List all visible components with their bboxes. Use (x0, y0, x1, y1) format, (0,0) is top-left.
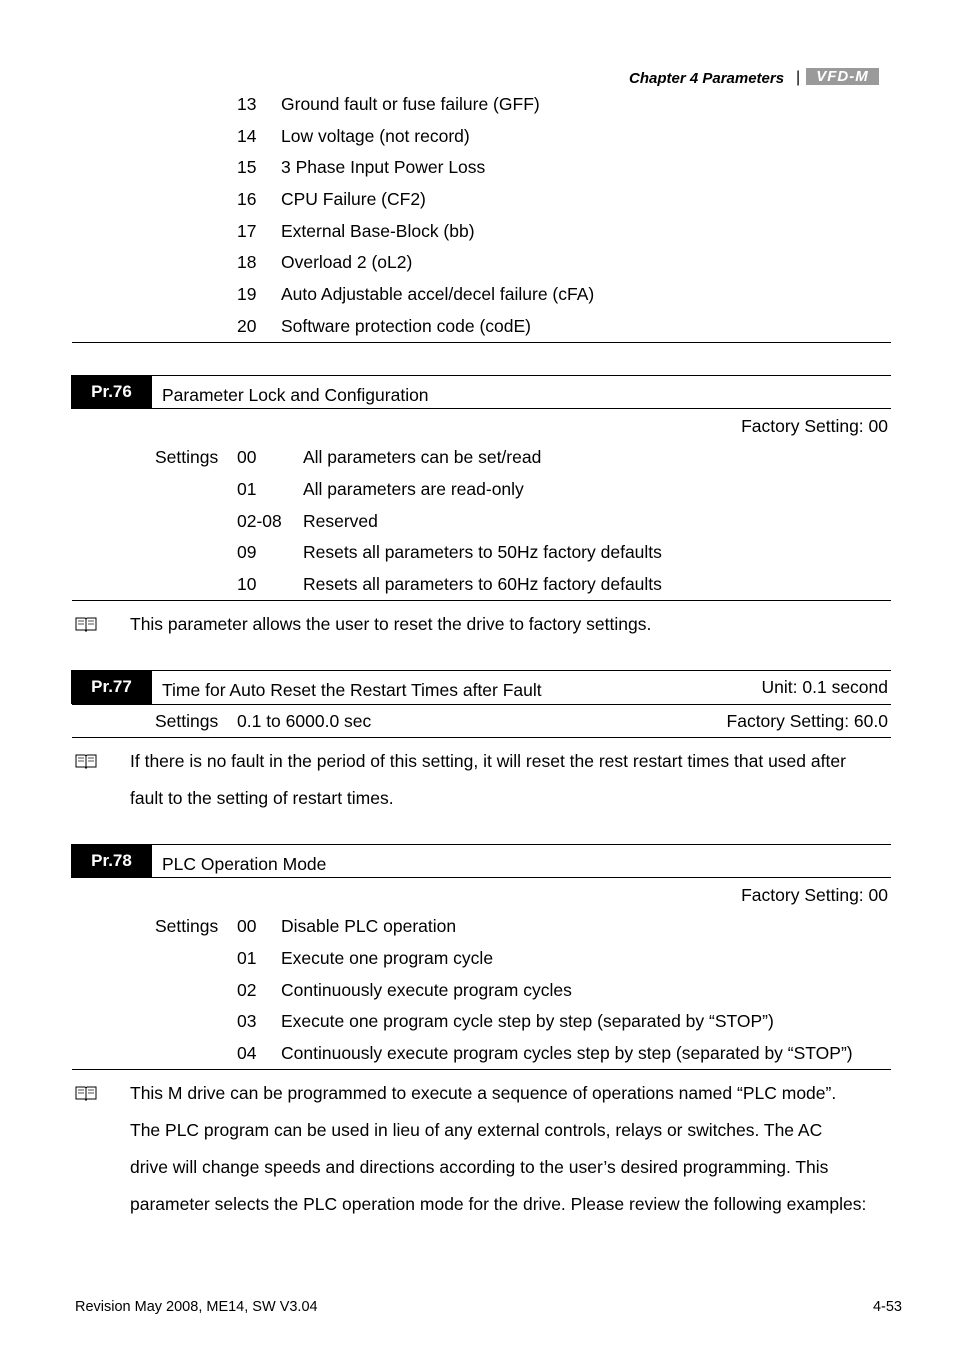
book-icon (75, 1085, 97, 1101)
setting-code: 04 (237, 1043, 257, 1063)
divider (72, 704, 891, 705)
setting-text: Execute one program cycle (281, 948, 494, 968)
fault-text: Overload 2 (oL2) (281, 252, 413, 272)
divider (72, 408, 891, 409)
book-icon (75, 753, 97, 769)
fault-text: CPU Failure (CF2) (281, 189, 426, 209)
settings-label: Settings (155, 447, 219, 467)
note-text: drive will change speeds and directions according to the user’s desired programming. This (130, 1157, 829, 1177)
divider (152, 375, 891, 376)
setting-text: Continuously execute program cycles (281, 980, 572, 1000)
chapter-title: Chapter 4 Parameters (629, 70, 785, 87)
fault-code: 15 (237, 157, 257, 177)
param-badge-pr78: Pr.78 (71, 844, 152, 878)
divider (72, 1069, 891, 1070)
settings-label: Settings (155, 916, 219, 936)
note-text: fault to the setting of restart times. (130, 788, 394, 808)
page-number: 4-53 (872, 1299, 902, 1315)
setting-code: 00 (237, 447, 257, 467)
setting-text: Disable PLC operation (281, 916, 457, 936)
note-text: This parameter allows the user to reset the drive to factory settings. (130, 614, 652, 634)
factory-setting: Factory Setting: 00 (741, 885, 888, 905)
fault-text: Auto Adjustable accel/decel failure (cFA) (281, 284, 595, 304)
fault-code: 18 (237, 252, 257, 272)
setting-text: All parameters are read-only (303, 479, 524, 499)
fault-text: External Base-Block (bb) (281, 221, 475, 241)
setting-text: Reserved (303, 511, 378, 531)
setting-code: 03 (237, 1011, 257, 1031)
brand-logo: VFD-M (806, 68, 879, 85)
divider (152, 670, 891, 671)
setting-code: 02 (237, 980, 257, 1000)
setting-code: 01 (237, 479, 257, 499)
setting-code: 10 (237, 574, 257, 594)
param-title-pr78: PLC Operation Mode (162, 854, 327, 874)
book-icon (75, 616, 97, 632)
divider (72, 877, 891, 878)
fault-code: 20 (237, 316, 257, 336)
note-text: If there is no fault in the period of this setting, it will reset the rest restart times that used after (130, 751, 846, 771)
fault-text: Low voltage (not record) (281, 126, 470, 146)
note-text: parameter selects the PLC operation mode for the drive. Please review the following examples: (130, 1194, 867, 1214)
setting-text: Resets all parameters to 50Hz factory defaults (303, 542, 662, 562)
fault-code: 19 (237, 284, 257, 304)
fault-text: Ground fault or fuse failure (GFF) (281, 94, 540, 114)
note-text: This M drive can be programmed to execute a sequence of operations named “PLC mode”. (130, 1083, 837, 1103)
unit-label: Unit: 0.1 second (761, 677, 888, 697)
fault-text: Software protection code (codE) (281, 316, 531, 336)
setting-code: 02-08 (237, 511, 282, 531)
settings-label: Settings (155, 711, 219, 731)
setting-text: All parameters can be set/read (303, 447, 542, 467)
header-separator: | (796, 69, 801, 86)
fault-text: 3 Phase Input Power Loss (281, 157, 486, 177)
factory-setting: Factory Setting: 60.0 (726, 711, 888, 731)
divider (72, 342, 891, 343)
param-title-pr77: Time for Auto Reset the Restart Times after Fault (162, 680, 542, 700)
setting-code: 09 (237, 542, 257, 562)
fault-code: 16 (237, 189, 257, 209)
setting-code: 00 (237, 916, 257, 936)
setting-text: Execute one program cycle step by step (separated by “STOP”) (281, 1011, 774, 1031)
setting-code: 01 (237, 948, 257, 968)
fault-code: 17 (237, 221, 257, 241)
param-title-pr76: Parameter Lock and Configuration (162, 385, 429, 405)
setting-range: 0.1 to 6000.0 sec (237, 711, 372, 731)
footer-revision: Revision May 2008, ME14, SW V3.04 (75, 1299, 318, 1315)
setting-text: Continuously execute program cycles step by step (separated by “STOP”) (281, 1043, 853, 1063)
param-badge-pr77: Pr.77 (71, 670, 152, 704)
note-text: The PLC program can be used in lieu of any external controls, relays or switches. The AC (130, 1120, 823, 1140)
divider (72, 600, 891, 601)
param-badge-pr76: Pr.76 (71, 375, 152, 409)
divider (72, 737, 891, 738)
fault-code: 14 (237, 126, 257, 146)
factory-setting: Factory Setting: 00 (741, 416, 888, 436)
setting-text: Resets all parameters to 60Hz factory defaults (303, 574, 662, 594)
fault-code: 13 (237, 94, 257, 114)
divider (152, 844, 891, 845)
